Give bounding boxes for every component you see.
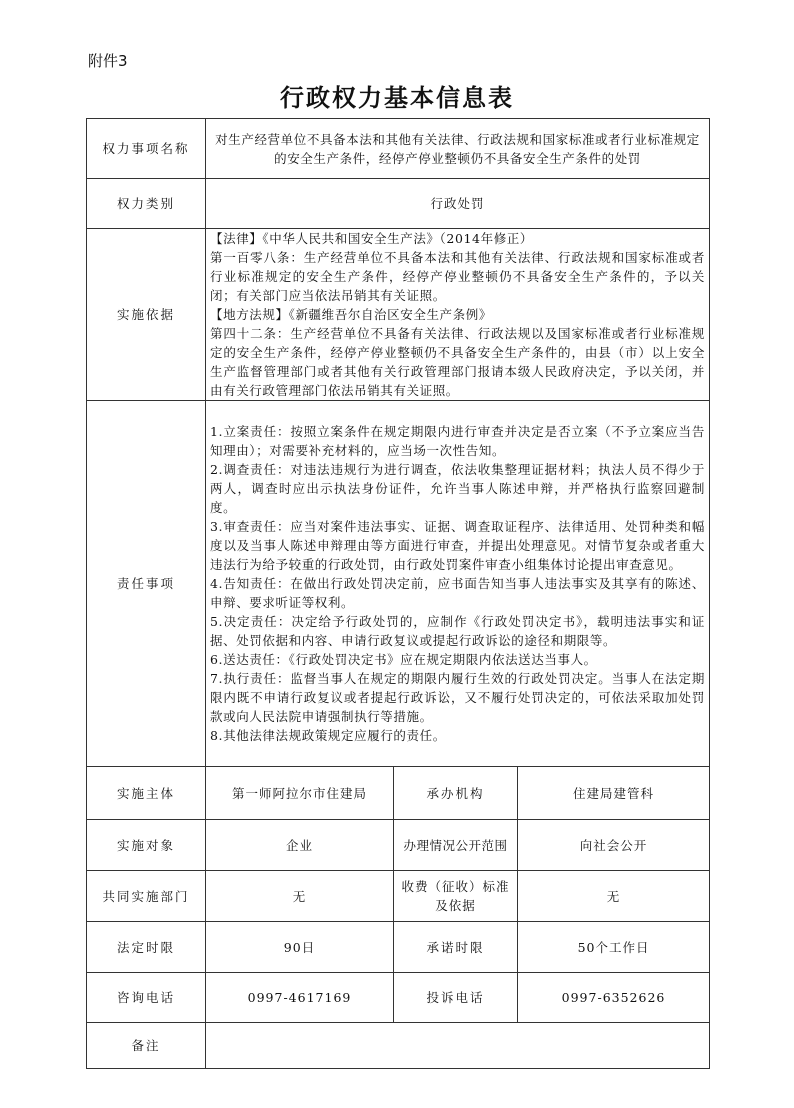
table-row-time-limit [87, 922, 710, 973]
remarks-value [206, 1023, 710, 1069]
power-name-label: 权力事项名称 [87, 119, 206, 179]
legal-time-limit-value: 90日 [206, 922, 394, 973]
basis-value [206, 229, 710, 401]
complaint-phone-label: 投诉电话 [394, 973, 518, 1023]
handling-agency-label: 承办机构 [394, 767, 518, 820]
table-row-remarks [87, 1023, 710, 1069]
promised-time-limit-value: 50个工作日 [518, 922, 710, 973]
duty-item: 2.调查责任：对违法违规行为进行调查，依法收集整理证据材料；执法人员不得少于两人，调查时应出示执法身份证件，允许当事人陈述申辩，并严格执行监察回避制度。 [210, 462, 706, 515]
legal-time-limit-label: 法定时限 [87, 922, 206, 973]
power-category-label: 权力类别 [87, 179, 206, 229]
table-row-basis [87, 229, 710, 401]
table-row-phone [87, 973, 710, 1023]
target-value: 企业 [206, 820, 394, 871]
complaint-phone-value: 0997-6352626 [518, 973, 710, 1023]
power-name-value: 对生产经营单位不具备本法和其他有关法律、行政法规和国家标准或者行业标准规定的安全生产条件，经停产停业整顿仍不具备安全生产条件的处罚 [206, 119, 710, 179]
inquiry-phone-value: 0997-4617169 [206, 973, 394, 1023]
basis-law-title: 【法律】《中华人民共和国安全生产法》（2014年修正） [210, 231, 534, 246]
duty-item: 1.立案责任：按照立案条件在规定期限内进行审查并决定是否立案（不予立案应当告知理由）；对需要补充材料的，应当场一次性告知。 [210, 424, 706, 458]
duty-item: 4.告知责任：在做出行政处罚决定前，应书面告知当事人违法事实及其享有的陈述、申辩、要求听证等权利。 [210, 576, 706, 610]
page-title: 行政权力基本信息表 [280, 83, 514, 112]
joint-dept-value: 无 [206, 871, 394, 922]
fee-standard-value: 无 [518, 871, 710, 922]
promised-time-limit-label: 承诺时限 [394, 922, 518, 973]
duties-value [206, 401, 710, 767]
disclosure-scope-value: 向社会公开 [518, 820, 710, 871]
duty-item: 3.审查责任：应当对案件违法事实、证据、调查取证程序、法律适用、处罚种类和幅度以及当事人陈述申辩理由等方面进行审查，并提出处理意见。对情节复杂或者重大违法行为给予较重的行政处罚，由行政处罚案件审查小组集体讨论提出审查意见。 [210, 519, 706, 572]
duty-item: 5.决定责任：决定给予行政处罚的，应制作《行政处罚决定书》，载明违法事实和证据、处罚依据和内容、申请行政复议或提起行政诉讼的途径和期限等。 [210, 614, 706, 648]
handling-agency-value: 住建局建管科 [518, 767, 710, 820]
basis-law-article: 第一百零八条：生产经营单位不具备本法和其他有关法律、行政法规和国家标准或者行业标准规定的安全生产条件，经停产停业整顿仍不具备安全生产条件的，予以关闭；有关部门应当依法吊销其有关证照。 [210, 250, 706, 303]
target-label: 实施对象 [87, 820, 206, 871]
duty-item: 7.执行责任：监督当事人在规定的期限内履行生效的行政处罚决定。当事人在法定期限内既不申请行政复议或者提起行政诉讼，又不履行处罚决定的，可依法采取加处罚款或向人民法院申请强制执行等措施。 [210, 671, 706, 724]
table-row-duties [87, 401, 710, 767]
fee-standard-label: 收费（征收）标准及依据 [394, 871, 518, 922]
duty-item: 6.送达责任：《行政处罚决定书》应在规定期限内依法送达当事人。 [210, 652, 597, 667]
attachment-label: 附件3 [88, 52, 128, 70]
joint-dept-label: 共同实施部门 [87, 871, 206, 922]
disclosure-scope-label: 办理情况公开范围 [394, 820, 518, 871]
table-row-target [87, 820, 710, 871]
table-row-name [87, 119, 710, 179]
duties-label: 责任事项 [87, 401, 206, 767]
basis-label: 实施依据 [87, 229, 206, 401]
table-row-subject [87, 767, 710, 820]
basis-regulation-article: 第四十二条：生产经营单位不具备有关法律、行政法规以及国家标准或者行业标准规定的安全生产条件，经停产停业整顿仍不具备安全生产条件的，由县（市）以上安全生产监督管理部门或者其他有关行政管理部门报请本级人民政府决定，予以关闭，并由有关行政管理部门依法吊销其有关证照。 [210, 326, 706, 398]
remarks-label: 备注 [87, 1023, 206, 1069]
table-row-category [87, 179, 710, 229]
basis-regulation-title: 【地方法规】《新疆维吾尔自治区安全生产条例》 [210, 307, 492, 322]
subject-label: 实施主体 [87, 767, 206, 820]
duty-item: 8.其他法律法规政策规定应履行的责任。 [210, 728, 446, 743]
inquiry-phone-label: 咨询电话 [87, 973, 206, 1023]
power-category-value: 行政处罚 [206, 179, 710, 229]
table-row-joint [87, 871, 710, 922]
subject-value: 第一师阿拉尔市住建局 [206, 767, 394, 820]
info-table [86, 118, 710, 1069]
